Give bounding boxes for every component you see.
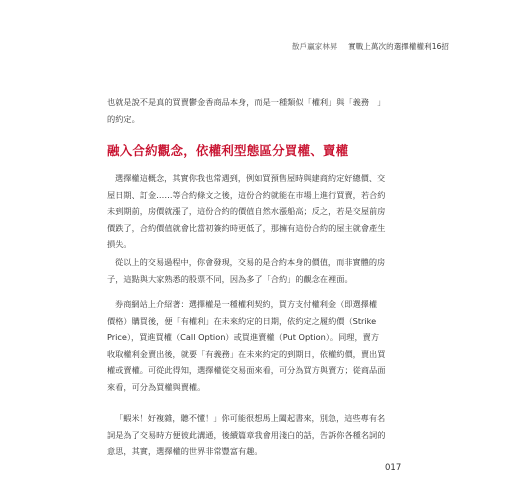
paragraph-line: 價跌了，合約價值就會比當初簽約時更低了，那擁有這份合約的屋主就會產生	[107, 222, 386, 233]
paragraph-line: 子，這點與大家熟悉的股票不同，因為多了「合約」的觀念在裡面。	[107, 273, 353, 284]
header-author: 散戶贏家林昇	[292, 42, 338, 51]
paragraph-line: 「蝦米！好複雜，聽不懂！」你可能很想馬上闔起書來，別急，這些專有名	[115, 413, 386, 423]
body-paragraph-4	[107, 410, 412, 460]
paragraph-line: 意思，其實，選擇權的世界非常豐富有趣。	[107, 446, 263, 456]
paragraph-line: 從以上的交易過程中，你會發現，交易的是合約本身的價值，而非實體的房	[115, 257, 386, 267]
paragraph-line: 詞是為了交易時方便彼此溝通，後續篇章我會用淺白的話，告訴你各種名詞的	[107, 429, 386, 440]
paragraph-line: 損失。	[107, 239, 132, 249]
intro-line: 也就是說不是真的買賣鬱金香商品本身，而是一種類似「權利」與「義務 」	[107, 97, 386, 107]
body-paragraph-3	[107, 296, 412, 395]
paragraph-line: 價格）購買後，便「有權利」在未來約定的日期，依約定之履約價（Strike	[107, 315, 377, 326]
section-heading: 融入合約觀念，依權利型態區分買權、賣權	[107, 143, 349, 158]
intro-paragraph	[107, 94, 412, 127]
paragraph-line: Price），買進買權（Call Option）或買進賣權（Put Option）。同理，賣方	[107, 332, 380, 342]
paragraph-line: 屋日期、訂金……等合約條文之後，這份合約就能在市場上進行買賣，若合約	[107, 189, 386, 200]
intro-line: 的約定。	[107, 113, 140, 124]
body-paragraph-1	[107, 170, 412, 253]
paragraph-line: 權或賣權。可從此得知，選擇權從交易面來看，可分為買方與賣方；從商品面	[107, 365, 386, 375]
paragraph-line: 選擇權這概念，其實你我也常遇到，例如買預售屋時與建商約定好總價、交	[115, 173, 386, 183]
paragraph-line: 未到期前，房價就漲了，這份合約的價值自然水漲船高；反之，若是交屋前房	[107, 206, 386, 216]
paragraph-line: 來看，可分為買權與賣權。	[107, 381, 206, 392]
paragraph-line: 收取權利金賣出後，就要「有義務」在未來約定的到期日，依權約價，賣出買	[107, 348, 386, 359]
running-header	[292, 41, 449, 52]
header-chapter-title: 實戰上萬次的選擇權權利16招	[348, 42, 450, 51]
paragraph-line: 券商網站上介紹著：選擇權是一種權利契約，買方支付權利金（即選擇權	[115, 299, 378, 309]
page-number: 017	[385, 463, 402, 473]
body-paragraph-2	[107, 254, 412, 287]
